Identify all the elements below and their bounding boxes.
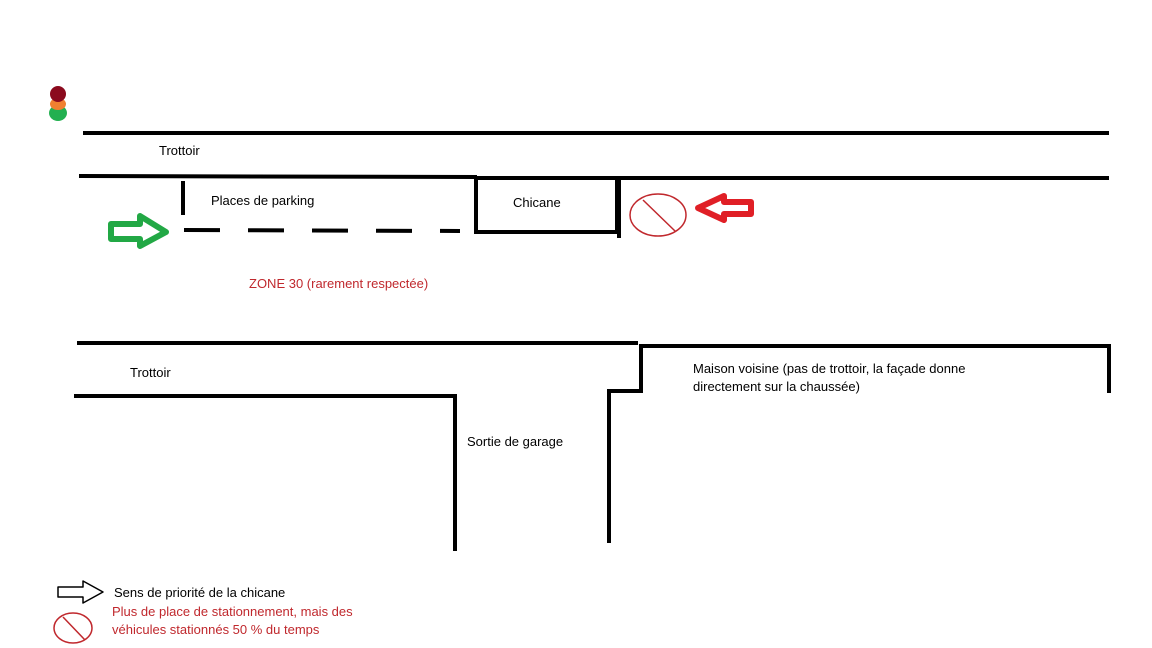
traffic-light-icon — [49, 86, 67, 121]
sidewalk-top-label: Trottoir — [159, 143, 200, 158]
chicane-label: Chicane — [513, 195, 561, 210]
no-parking-sign-icon — [630, 194, 686, 236]
legend-priority-text: Sens de priorité de la chicane — [114, 585, 286, 600]
oncoming-arrow-left-icon — [698, 196, 751, 220]
neighbor-house-label: Maison voisine (pas de trottoir, la façade donne directement sur la chaussée) — [693, 361, 966, 394]
sidewalk-bottom-label: Trottoir — [130, 365, 171, 380]
parking-dashed-line — [184, 230, 460, 231]
priority-arrow-right-icon — [111, 216, 166, 246]
garage-exit-label: Sortie de garage — [467, 434, 564, 449]
legend-no-parking-text: Plus de place de stationnement, mais des véhicules stationnés 50 % du temps — [112, 604, 353, 637]
sidewalk-bottom-edge — [76, 396, 455, 549]
sidewalk-top-curb — [81, 176, 475, 177]
parking-label: Places de parking — [211, 193, 315, 208]
legend-arrow-icon — [58, 581, 103, 603]
zone-30-label: ZONE 30 (rarement respectée) — [249, 276, 429, 291]
legend-no-parking-icon — [54, 613, 92, 643]
